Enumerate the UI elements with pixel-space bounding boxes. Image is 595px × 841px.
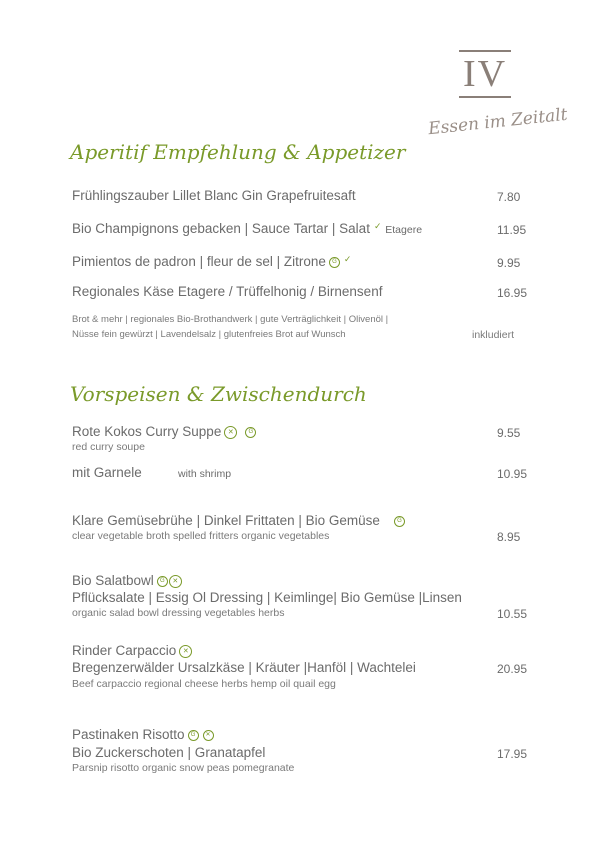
menu-item-translation: red curry soupe bbox=[72, 441, 145, 453]
menu-item-price: 9.95 bbox=[497, 256, 521, 270]
menu-item-label: Rote Kokos Curry Suppe bbox=[72, 424, 222, 439]
no-gluten-icon: G bbox=[188, 730, 199, 741]
menu-item-name bbox=[72, 424, 256, 439]
menu-item-price: 11.95 bbox=[497, 223, 527, 237]
menu-item-tag: with shrimp bbox=[178, 468, 232, 480]
bread-note-line2: Nüsse fein gewürzt | Lavendelsalz | glutenfreies Brot auf Wunsch bbox=[72, 329, 346, 340]
menu-item-label: Klare Gemüsebrühe | Dinkel Frittaten | Bio Gemüse bbox=[72, 513, 380, 528]
menu-item-price: 16.95 bbox=[497, 286, 528, 300]
no-gluten-icon: G bbox=[245, 427, 256, 438]
no-lactose-icon: ✕ bbox=[224, 426, 237, 439]
menu-item-description: Bio Zuckerschoten | Granatapfel bbox=[72, 745, 266, 760]
no-gluten-icon: G bbox=[157, 576, 168, 587]
menu-item-label: Pimientos de padron | fleur de sel | Zitrone bbox=[72, 254, 326, 269]
menu-item-name bbox=[72, 643, 192, 658]
menu-item-price: 17.95 bbox=[497, 747, 528, 761]
bread-note-price: inkludiert bbox=[472, 329, 515, 341]
logo-bottom-bar bbox=[459, 96, 511, 98]
menu-item-translation: Parsnip risotto organic snow peas pomegranate bbox=[72, 762, 295, 774]
menu-item-name bbox=[72, 727, 214, 742]
menu-item-name bbox=[72, 573, 182, 588]
menu-item-price: 9.55 bbox=[497, 426, 521, 440]
menu-item-tag: Etagere bbox=[385, 224, 423, 236]
menu-item-price: 20.95 bbox=[497, 662, 528, 676]
bread-note-line1: Brot & mehr | regionales Bio-Brothandwerk | gute Verträglichkeit | Olivenöl | bbox=[72, 314, 389, 325]
menu-item-price: 10.95 bbox=[497, 467, 528, 481]
leaf-icon: ✓ bbox=[343, 254, 352, 264]
menu-item-description: Bregenzerwälder Ursalzkäse | Kräuter |Hanföl | Wachtelei bbox=[72, 660, 416, 675]
menu-item-name bbox=[72, 254, 351, 269]
no-lactose-icon: ✕ bbox=[169, 575, 182, 588]
menu-item-name bbox=[72, 221, 422, 236]
section-title-aperitif: Aperitif Empfehlung & Appetizer bbox=[70, 140, 406, 164]
logo-tagline: Essen im Zeitalt bbox=[427, 104, 569, 140]
menu-item-label: Pastinaken Risotto bbox=[72, 727, 185, 742]
menu-item-description: Pflücksalate | Essig Ol Dressing | Keimlinge| Bio Gemüse |Linsen bbox=[72, 590, 462, 605]
menu-item-price: 7.80 bbox=[497, 190, 521, 204]
menu-item-price: 10.55 bbox=[497, 607, 528, 621]
menu-item-name: Frühlingszauber Lillet Blanc Gin Grapefruitesaft bbox=[72, 188, 356, 203]
menu-item-label: Bio Champignons gebacken | Sauce Tartar | Salat bbox=[72, 221, 370, 236]
no-gluten-icon: G bbox=[329, 257, 340, 268]
menu-item-name: mit Garnele bbox=[72, 465, 142, 480]
menu-item-translation: Beef carpaccio regional cheese herbs hemp oil quail egg bbox=[72, 678, 336, 690]
menu-item-translation: organic salad bowl dressing vegetables herbs bbox=[72, 607, 285, 619]
menu-item-translation: clear vegetable broth spelled fritters organic vegetables bbox=[72, 530, 330, 542]
logo-mark: IV bbox=[462, 53, 508, 95]
menu-item-name bbox=[72, 513, 405, 528]
menu-item-label: Rinder Carpaccio bbox=[72, 643, 177, 658]
menu-item-price: 8.95 bbox=[497, 530, 521, 544]
menu-item-label: Bio Salatbowl bbox=[72, 573, 154, 588]
leaf-icon: ✓ bbox=[373, 221, 382, 231]
no-lactose-icon: ✕ bbox=[179, 645, 192, 658]
no-lactose-icon: ✕ bbox=[203, 730, 214, 741]
section-title-starters: Vorspeisen & Zwischendurch bbox=[70, 382, 367, 406]
no-gluten-icon: G bbox=[394, 516, 405, 527]
menu-item-name: Regionales Käse Etagere / Trüffelhonig / Birnensenf bbox=[72, 284, 383, 299]
